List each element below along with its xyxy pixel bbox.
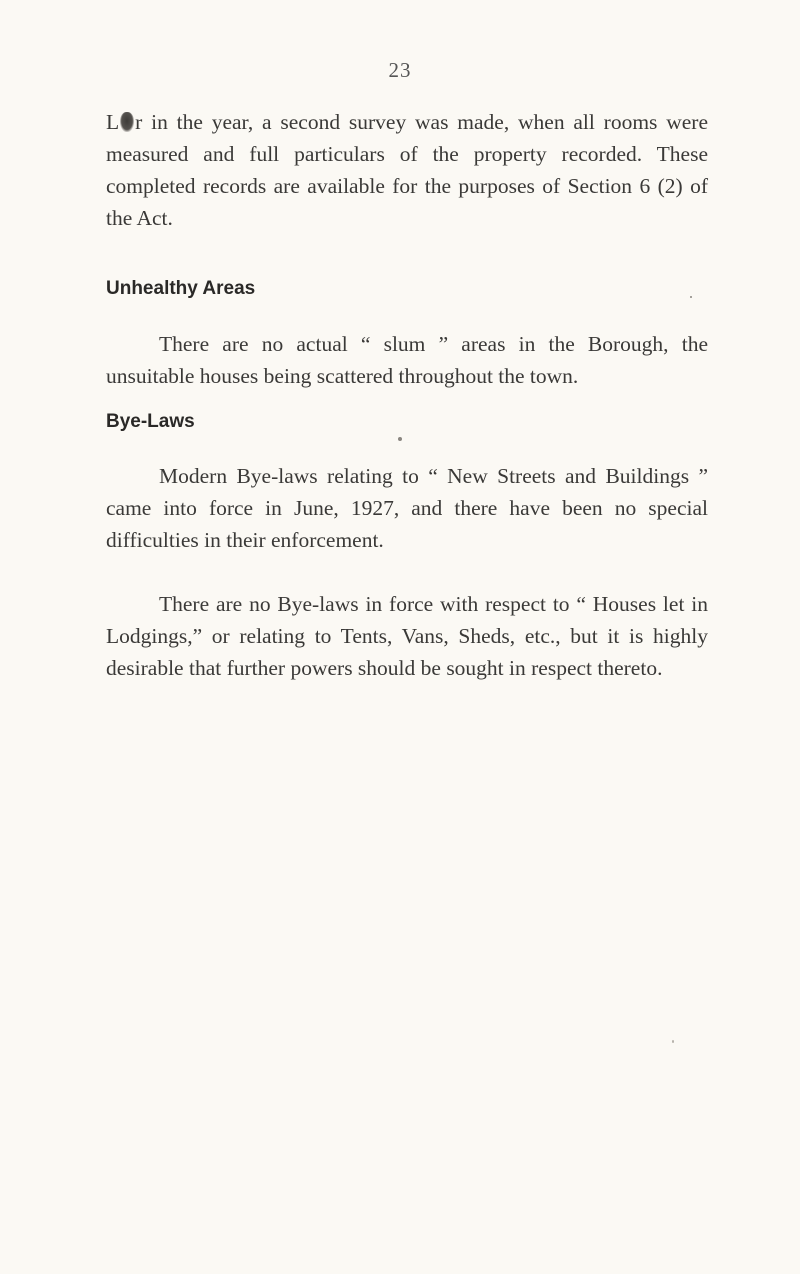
paper-speck — [398, 437, 402, 441]
intro-paragraph-text: in the year, a second survey was made, when all rooms were measured and full particulars of the property recorded. These completed records are available for the purposes of Section 6 (2) of the Act. — [106, 110, 708, 230]
heading-bye-laws: Bye-Laws — [106, 411, 195, 432]
paragraph-bye-laws-lodgings: There are no Bye-laws in force with respect to “ Houses let in Lodgings,” or relating to Tents, Vans, Sheds, etc., but it is highly desirable that further powers should be sought in respect thereto. — [106, 592, 708, 680]
intro-lead-fragment-end: r — [135, 110, 143, 134]
intro-paragraph — [106, 106, 708, 234]
intro-lead-fragment: L — [106, 110, 120, 134]
ink-blot-mark — [120, 112, 134, 132]
paragraph-unhealthy-areas: There are no actual “ slum ” areas in the Borough, the unsuitable houses being scattered throughout the town. — [106, 332, 708, 388]
heading-unhealthy-areas: Unhealthy Areas — [106, 278, 256, 299]
page-number: 23 — [388, 58, 412, 82]
paper-speck — [690, 296, 692, 298]
paper-speck — [672, 1040, 674, 1043]
paragraph-bye-laws-modern: Modern Bye-laws relating to “ New Streets and Buildings ” came into force in June, 1927, and there have been no special difficulties in their enforcement. — [106, 464, 708, 552]
